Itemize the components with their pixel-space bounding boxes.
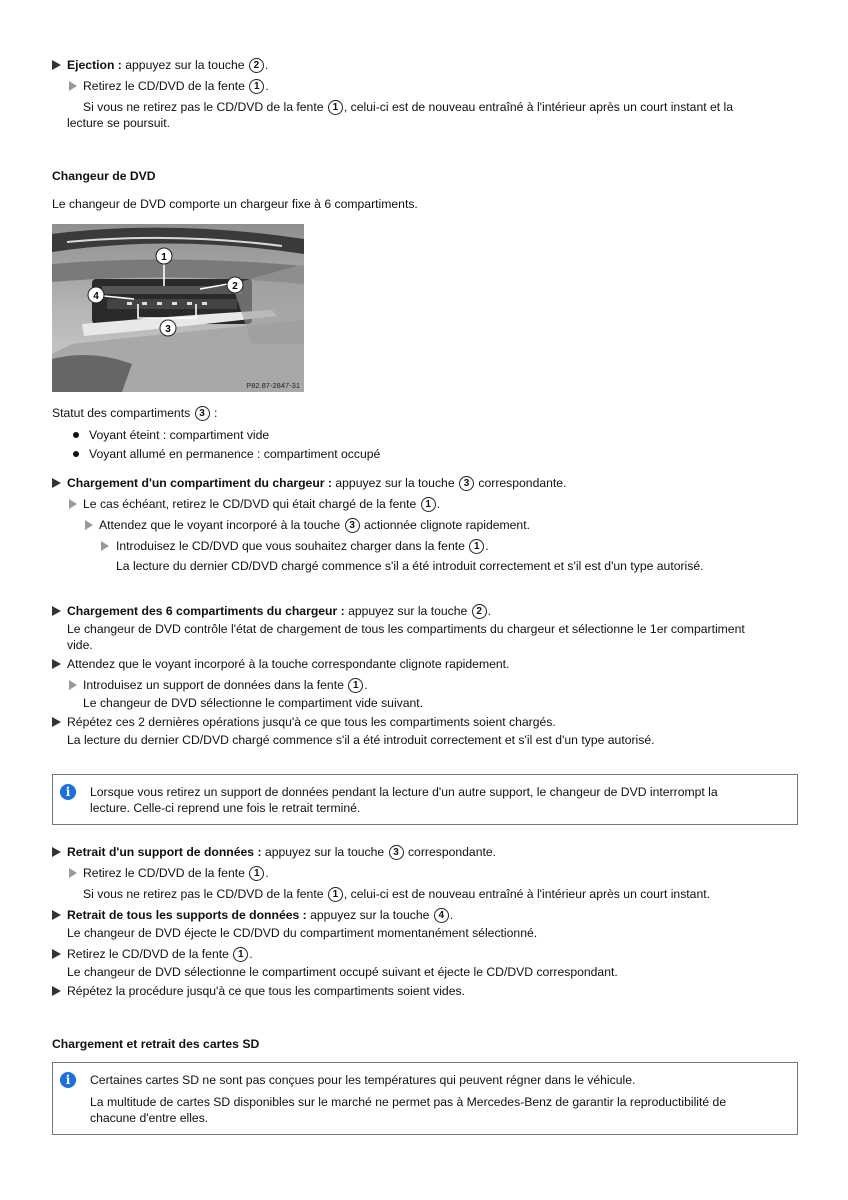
callout-1: 1 xyxy=(161,252,167,263)
info-text-line2: La multitude de cartes SD disponibles sur le marché ne permet pas à Mercedes-Benz de garantir la reproductibilité de xyxy=(90,1095,727,1109)
step-remove-disc: Retirez le CD/DVD de la fente 1 . xyxy=(67,947,253,961)
callout-number: 2 xyxy=(249,58,264,73)
info-text-line3: chacune d'entre elles. xyxy=(90,1111,209,1125)
substep-arrow-icon xyxy=(69,499,77,509)
note-reinserted: Si vous ne retirez pas le CD/DVD de la fente 1 , celui-ci est de nouveau entraîné à l'intérieur après un court instant. xyxy=(83,887,711,901)
step-arrow-icon xyxy=(52,949,61,959)
step-remove-all: Retrait de tous les supports de données : appuyez sur la touche 4 . xyxy=(67,908,454,922)
substep-insert-media: Introduisez un support de données dans la fente 1 . xyxy=(83,678,368,692)
callout-3: 3 xyxy=(165,324,171,335)
result-text: La lecture du dernier CD/DVD chargé commence s'il a été introduit correctement et s'il est d'un type autorisé. xyxy=(67,733,655,747)
bullet-item: Voyant éteint : compartiment vide xyxy=(89,428,270,442)
step-wait: Attendez que le voyant incorporé à la touche correspondante clignote rapidement. xyxy=(67,657,510,671)
step-remove-one: Retrait d'un support de données : appuyez sur la touche 3 correspondante. xyxy=(67,845,497,859)
result-text: Le changeur de DVD sélectionne le compartiment vide suivant. xyxy=(83,696,424,710)
figure-code: P82.87-2847-31 xyxy=(246,381,300,390)
callout-2: 2 xyxy=(232,281,238,292)
intro-text: Le changeur de DVD comporte un chargeur fixe à 6 compartiments. xyxy=(52,197,418,211)
info-icon: i xyxy=(60,784,76,800)
substep-wait: Attendez que le voyant incorporé à la touche 3 actionnée clignote rapidement. xyxy=(99,518,530,532)
step-arrow-icon xyxy=(52,606,61,616)
step-arrow-icon xyxy=(52,478,61,488)
substep-remove: Retirez le CD/DVD de la fente 1 . xyxy=(83,79,269,93)
note-reinserted: Si vous ne retirez pas le CD/DVD de la fente 1 , celui-ci est de nouveau entraîné à l'intérieur après un court instant et la xyxy=(83,100,734,114)
info-text-line2: lecture. Celle-ci reprend une fois le retrait terminé. xyxy=(90,801,361,815)
step-load-one: Chargement d'un compartiment du chargeur : appuyez sur la touche 3 correspondante. xyxy=(67,476,567,490)
step-arrow-icon xyxy=(52,847,61,857)
result-text: Le changeur de DVD éjecte le CD/DVD du compartiment momentanément sélectionné. xyxy=(67,926,538,940)
substep-arrow-icon xyxy=(69,680,77,690)
substep-arrow-icon xyxy=(101,541,109,551)
info-box-sd xyxy=(52,1062,798,1135)
step-arrow-icon xyxy=(52,60,61,70)
substep-insert: Introduisez le CD/DVD que vous souhaitez charger dans la fente 1 . xyxy=(116,539,489,553)
bullet-icon xyxy=(73,432,79,438)
section-heading: Changeur de DVD xyxy=(52,169,156,183)
result-text: La lecture du dernier CD/DVD chargé commence s'il a été introduit correctement et s'il est d'un type autorisé. xyxy=(116,559,704,573)
result-text-line2: vide. xyxy=(67,638,93,652)
step-arrow-icon xyxy=(52,986,61,996)
dvd-changer-photo xyxy=(52,224,304,392)
statut-label: Statut des compartiments 3 : xyxy=(52,406,218,420)
bullet-item: Voyant allumé en permanence : compartiment occupé xyxy=(89,447,381,461)
step-arrow-icon xyxy=(52,717,61,727)
substep-remove: Retirez le CD/DVD de la fente 1 . xyxy=(83,866,269,880)
step-arrow-icon xyxy=(52,910,61,920)
substep-arrow-icon xyxy=(85,520,93,530)
section-heading-sd: Chargement et retrait des cartes SD xyxy=(52,1037,260,1051)
info-icon: i xyxy=(60,1072,76,1088)
bullet-icon xyxy=(73,451,79,457)
info-text: Lorsque vous retirez un support de données pendant la lecture d'un autre support, le changeur de DVD interrompt la xyxy=(90,785,718,799)
substep-arrow-icon xyxy=(69,868,77,878)
substep-remove-loaded: Le cas échéant, retirez le CD/DVD qui était chargé de la fente 1 . xyxy=(83,497,441,511)
substep-arrow-icon xyxy=(69,81,77,91)
step-ejection: Ejection : appuyez sur la touche 2 . xyxy=(67,58,269,72)
note-reinserted-line2: lecture se poursuit. xyxy=(67,116,170,130)
step-load-all: Chargement des 6 compartiments du chargeur : appuyez sur la touche 2 . xyxy=(67,604,492,618)
info-box xyxy=(52,774,798,825)
step-repeat: Répétez ces 2 dernières opérations jusqu'à ce que tous les compartiments soient chargés. xyxy=(67,715,556,729)
result-text: Le changeur de DVD sélectionne le compartiment occupé suivant et éjecte le CD/DVD correspondant. xyxy=(67,965,618,979)
info-text: Certaines cartes SD ne sont pas conçues pour les températures qui peuvent régner dans le véhicule. xyxy=(90,1073,636,1087)
step-arrow-icon xyxy=(52,659,61,669)
step-repeat-procedure: Répétez la procédure jusqu'à ce que tous les compartiments soient vides. xyxy=(67,984,465,998)
callout-4: 4 xyxy=(93,291,99,302)
result-text: Le changeur de DVD contrôle l'état de chargement de tous les compartiments du chargeur et sélectionne le 1er compartiment xyxy=(67,622,745,636)
